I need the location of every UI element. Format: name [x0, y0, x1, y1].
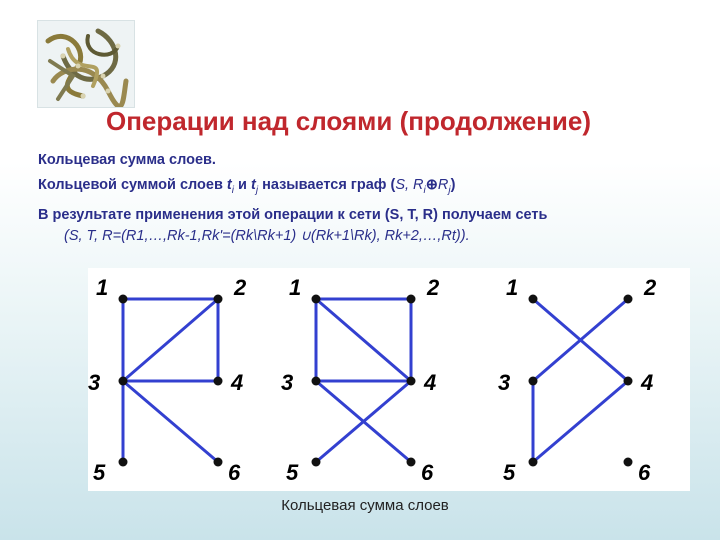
molecule-logo-image	[37, 20, 135, 108]
graph-left	[88, 275, 247, 485]
graph-right-label-5: 5	[503, 460, 516, 485]
graph-middle-node-4	[407, 377, 416, 386]
graph-middle-node-2	[407, 295, 416, 304]
graph-right-node-1	[529, 295, 538, 304]
graph-middle-node-5	[312, 458, 321, 467]
graph-left-label-1: 1	[96, 275, 109, 300]
graph-right-node-5	[529, 458, 538, 467]
graph-middle-label-3: 3	[281, 370, 294, 395]
graph-middle-node-6	[407, 458, 416, 467]
graph-left-label-6: 6	[228, 460, 241, 485]
graph-right-label-2: 2	[644, 275, 657, 300]
slide-title: Операции над слоями (продолжение)	[106, 106, 591, 136]
graph-middle-label-6: 6	[421, 460, 434, 485]
graph-middle-label-5: 5	[286, 460, 299, 485]
graph-left-label-2: 2	[234, 275, 247, 300]
graph-right-label-4: 4	[641, 370, 654, 395]
graph-left-label-3: 3	[88, 370, 101, 395]
graph-middle-node-1	[312, 295, 321, 304]
graph-left-label-4: 4	[231, 370, 244, 395]
graph-middle-edge-1-4	[316, 299, 411, 381]
graphs-panel	[88, 268, 690, 491]
graph-left-edge-3-2	[123, 299, 218, 381]
graph-left-node-6	[214, 458, 223, 467]
line-ring-sum-heading: Кольцевая сумма слоев.	[38, 152, 216, 168]
body-text	[38, 150, 698, 251]
graph-left-node-4	[214, 377, 223, 386]
figure-caption: Кольцевая сумма слоев	[281, 497, 449, 514]
graph-right-node-3	[529, 377, 538, 386]
graphs-figure	[88, 268, 690, 491]
graph-left-node-3	[119, 377, 128, 386]
graph-right-label-6: 6	[638, 460, 651, 485]
graph-right-label-1: 1	[506, 275, 519, 300]
graph-left-node-1	[119, 295, 128, 304]
graph-left-node-2	[214, 295, 223, 304]
line-result: В результате применения этой операции к сети (S, T, R) получаем сеть	[38, 206, 548, 223]
line-result-formula: (S, T, R=(R1,…,Rk-1,Rk'=(Rk\Rk+1) ∪(Rk+1\Rk), Rk+2,…,Rt)).	[64, 227, 470, 244]
graph-right-label-3: 3	[498, 370, 511, 395]
graph-left-edge-3-6	[123, 381, 218, 462]
line-definition: Кольцевой суммой слоев $t_i$ и $t_j$ называется граф (S, $R_i\oplus R_j$)	[38, 177, 456, 196]
graph-left-node-5	[119, 458, 128, 467]
graph-middle-node-3	[312, 377, 321, 386]
graph-right	[498, 275, 657, 485]
graph-right-node-2	[624, 295, 633, 304]
graph-right-node-4	[624, 377, 633, 386]
graph-left-label-5: 5	[93, 460, 106, 485]
graph-middle-label-1: 1	[289, 275, 302, 300]
graph-right-node-6	[624, 458, 633, 467]
graph-middle-label-4: 4	[424, 370, 437, 395]
graph-middle-label-2: 2	[427, 275, 440, 300]
graph-middle	[281, 275, 440, 485]
graph-right-edge-5-4	[533, 381, 628, 462]
